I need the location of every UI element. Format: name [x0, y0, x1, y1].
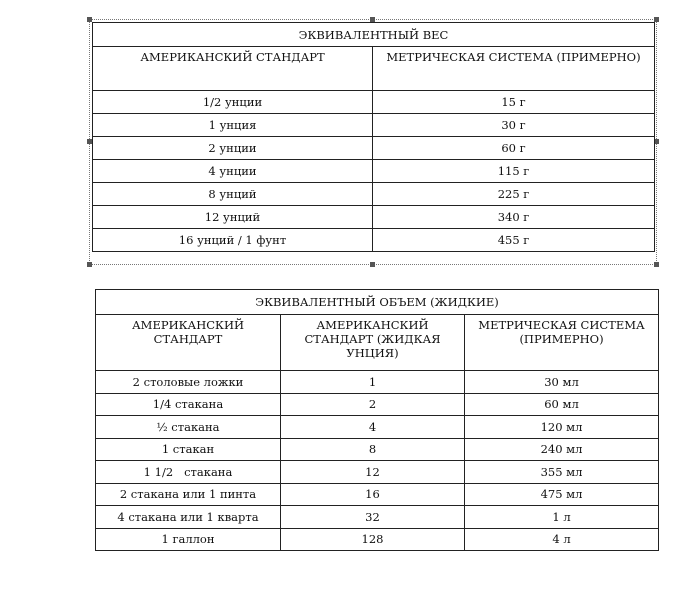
volume-metric-cell: 120 мл — [465, 416, 659, 439]
table-row — [93, 137, 655, 160]
volume-metric-cell: 355 мл — [465, 461, 659, 484]
table-row — [96, 438, 659, 461]
table-row — [96, 461, 659, 484]
volume-floz-cell: 16 — [281, 483, 465, 506]
table-row — [93, 114, 655, 137]
weight-metric-cell: 225 г — [373, 183, 655, 206]
volume-metric-cell: 240 мл — [465, 438, 659, 461]
volume-metric-cell: 30 мл — [465, 371, 659, 394]
volume-floz-cell: 12 — [281, 461, 465, 484]
volume-us-cell: ½ стакана — [96, 416, 281, 439]
weight-us-cell: 1 унция — [93, 114, 373, 137]
resize-handle-bottom-center[interactable] — [370, 262, 375, 267]
weight-metric-cell: 15 г — [373, 91, 655, 114]
weight-metric-cell: 60 г — [373, 137, 655, 160]
table-row — [93, 229, 655, 252]
weight-us-cell: 16 унций / 1 фунт — [93, 229, 373, 252]
weight-metric-cell: 30 г — [373, 114, 655, 137]
table-row — [93, 206, 655, 229]
volume-metric-cell: 1 л — [465, 506, 659, 529]
weight-us-cell: 1/2 унции — [93, 91, 373, 114]
table-row — [96, 393, 659, 416]
volume-us-cell: 4 стакана или 1 кварта — [96, 506, 281, 529]
volume-us-cell: 1 стакан — [96, 438, 281, 461]
resize-handle-bottom-right[interactable] — [654, 262, 659, 267]
volume-floz-cell: 8 — [281, 438, 465, 461]
volume-equivalent-table — [95, 289, 659, 551]
table-row — [96, 506, 659, 529]
volume-us-cell: 1 галлон — [96, 528, 281, 551]
volume-floz-cell: 2 — [281, 393, 465, 416]
volume-metric-cell: 60 мл — [465, 393, 659, 416]
weight-us-cell: 2 унции — [93, 137, 373, 160]
volume-table-title: ЭКВИВАЛЕНТНЫЙ ОБЪЕМ (ЖИДКИЕ) — [96, 290, 659, 315]
table-row — [96, 371, 659, 394]
volume-floz-cell: 32 — [281, 506, 465, 529]
weight-us-cell: 12 унций — [93, 206, 373, 229]
volume-us-cell: 2 столовые ложки — [96, 371, 281, 394]
weight-metric-cell: 455 г — [373, 229, 655, 252]
volume-metric-cell: 475 мл — [465, 483, 659, 506]
weight-us-cell: 4 унции — [93, 160, 373, 183]
volume-header-metric: МЕТРИЧЕСКАЯ СИСТЕМА (ПРИМЕРНО) — [465, 315, 659, 371]
weight-metric-cell: 340 г — [373, 206, 655, 229]
volume-header-us: АМЕРИКАНСКИЙ СТАНДАРТ — [96, 315, 281, 371]
resize-handle-bottom-left[interactable] — [87, 262, 92, 267]
volume-metric-cell: 4 л — [465, 528, 659, 551]
volume-floz-cell: 4 — [281, 416, 465, 439]
volume-us-cell: 1 1/2 стакана — [96, 461, 281, 484]
volume-us-cell: 2 стакана или 1 пинта — [96, 483, 281, 506]
weight-table-title: ЭКВИВАЛЕНТНЫЙ ВЕС — [93, 23, 655, 47]
volume-floz-cell: 1 — [281, 371, 465, 394]
table-row — [96, 483, 659, 506]
table-row — [93, 183, 655, 206]
table-row — [96, 416, 659, 439]
volume-us-cell: 1/4 стакана — [96, 393, 281, 416]
weight-us-cell: 8 унций — [93, 183, 373, 206]
table-row — [93, 91, 655, 114]
weight-header-metric: МЕТРИЧЕСКАЯ СИСТЕМА (ПРИМЕРНО) — [373, 47, 655, 91]
weight-equivalent-table — [92, 22, 655, 252]
weight-metric-cell: 115 г — [373, 160, 655, 183]
table-row — [93, 160, 655, 183]
table-row — [96, 528, 659, 551]
weight-header-us: АМЕРИКАНСКИЙ СТАНДАРТ — [93, 47, 373, 91]
volume-header-us-fl-oz: АМЕРИКАНСКИЙ СТАНДАРТ (ЖИДКАЯ УНЦИЯ) — [281, 315, 465, 371]
volume-floz-cell: 128 — [281, 528, 465, 551]
